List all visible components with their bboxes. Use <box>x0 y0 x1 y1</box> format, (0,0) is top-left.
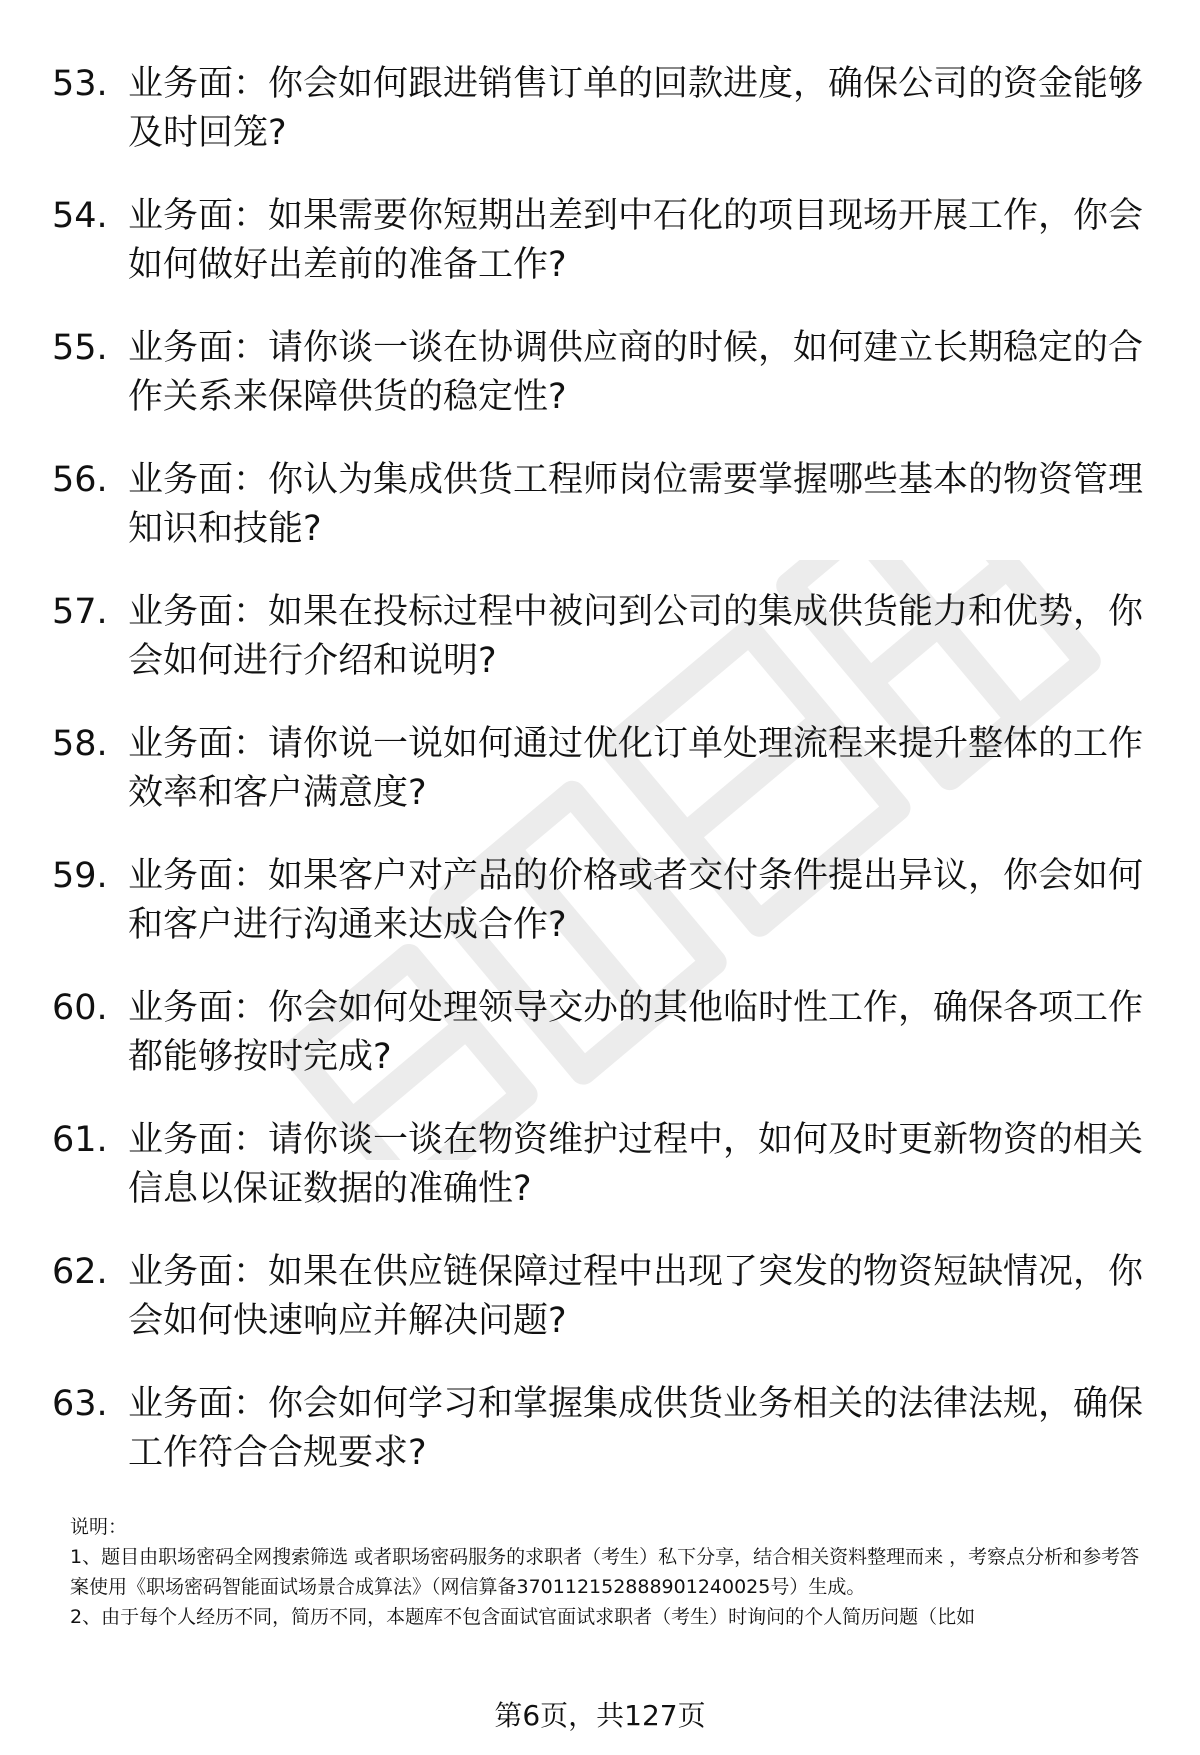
list-item <box>52 1116 1152 1214</box>
question-number: 63. <box>52 1384 108 1424</box>
notes-item-2: 2、由于每个人经历不同，简历不同，本题库不包含面试官面试求职者（考生）时询问的个人简历问题（比如 <box>70 1606 976 1628</box>
list-item <box>52 60 1152 158</box>
question-number: 58. <box>52 724 108 764</box>
question-number: 62. <box>52 1252 108 1292</box>
question-number: 60. <box>52 988 108 1028</box>
list-item <box>52 984 1152 1082</box>
question-number: 56. <box>52 460 108 500</box>
question-number: 55. <box>52 328 108 368</box>
question-text: 业务面：请你谈一谈在物资维护过程中，如何及时更新物资的相关信息以保证数据的准确性? <box>128 1120 1144 1209</box>
question-number: 59. <box>52 856 108 896</box>
question-text: 业务面：请你谈一谈在协调供应商的时候，如何建立长期稳定的合作关系来保障供货的稳定性? <box>128 328 1144 417</box>
question-text: 业务面：你会如何学习和掌握集成供货业务相关的法律法规，确保工作符合合规要求? <box>128 1384 1144 1473</box>
question-number: 61. <box>52 1120 108 1160</box>
notes-section <box>70 1512 1150 1632</box>
question-text: 业务面：你会如何处理领导交办的其他临时性工作，确保各项工作都能够按时完成? <box>128 988 1144 1077</box>
question-text: 业务面：如果在投标过程中被问到公司的集成供货能力和优势，你会如何进行介绍和说明? <box>128 592 1144 681</box>
list-item <box>52 852 1152 950</box>
list-item <box>52 324 1152 422</box>
question-text: 业务面：如果在供应链保障过程中出现了突发的物资短缺情况，你会如何快速响应并解决问题? <box>128 1252 1144 1341</box>
question-number: 57. <box>52 592 108 632</box>
question-number: 54. <box>52 196 108 236</box>
question-text: 业务面：如果需要你短期出差到中石化的项目现场开展工作，你会如何做好出差前的准备工作? <box>128 196 1144 285</box>
list-item <box>52 192 1152 290</box>
list-item <box>52 456 1152 554</box>
question-text: 业务面：如果客户对产品的价格或者交付条件提出异议，你会如何和客户进行沟通来达成合作? <box>128 856 1144 945</box>
question-number: 53. <box>52 64 108 104</box>
list-item <box>52 720 1152 818</box>
notes-heading: 说明： <box>70 1516 128 1538</box>
list-item <box>52 1380 1152 1478</box>
page-footer: 第6页，共127页 <box>494 1699 706 1732</box>
notes-item-1: 1、题目由职场密码全网搜索筛选 或者职场密码服务的求职者（考生）私下分享，结合相关资料整理而来 ，考察点分析和参考答案使用《职场密码智能面试场景合成算法》（网信算备370112152888901240025号）生成。 <box>70 1546 1140 1598</box>
list-item <box>52 1248 1152 1346</box>
question-text: 业务面：你认为集成供货工程师岗位需要掌握哪些基本的物资管理知识和技能? <box>128 460 1144 549</box>
question-text: 业务面：请你说一说如何通过优化订单处理流程来提升整体的工作效率和客户满意度? <box>128 724 1144 813</box>
list-item <box>52 588 1152 686</box>
question-list <box>52 60 1152 1512</box>
question-text: 业务面：你会如何跟进销售订单的回款进度，确保公司的资金能够及时回笼? <box>128 64 1144 153</box>
